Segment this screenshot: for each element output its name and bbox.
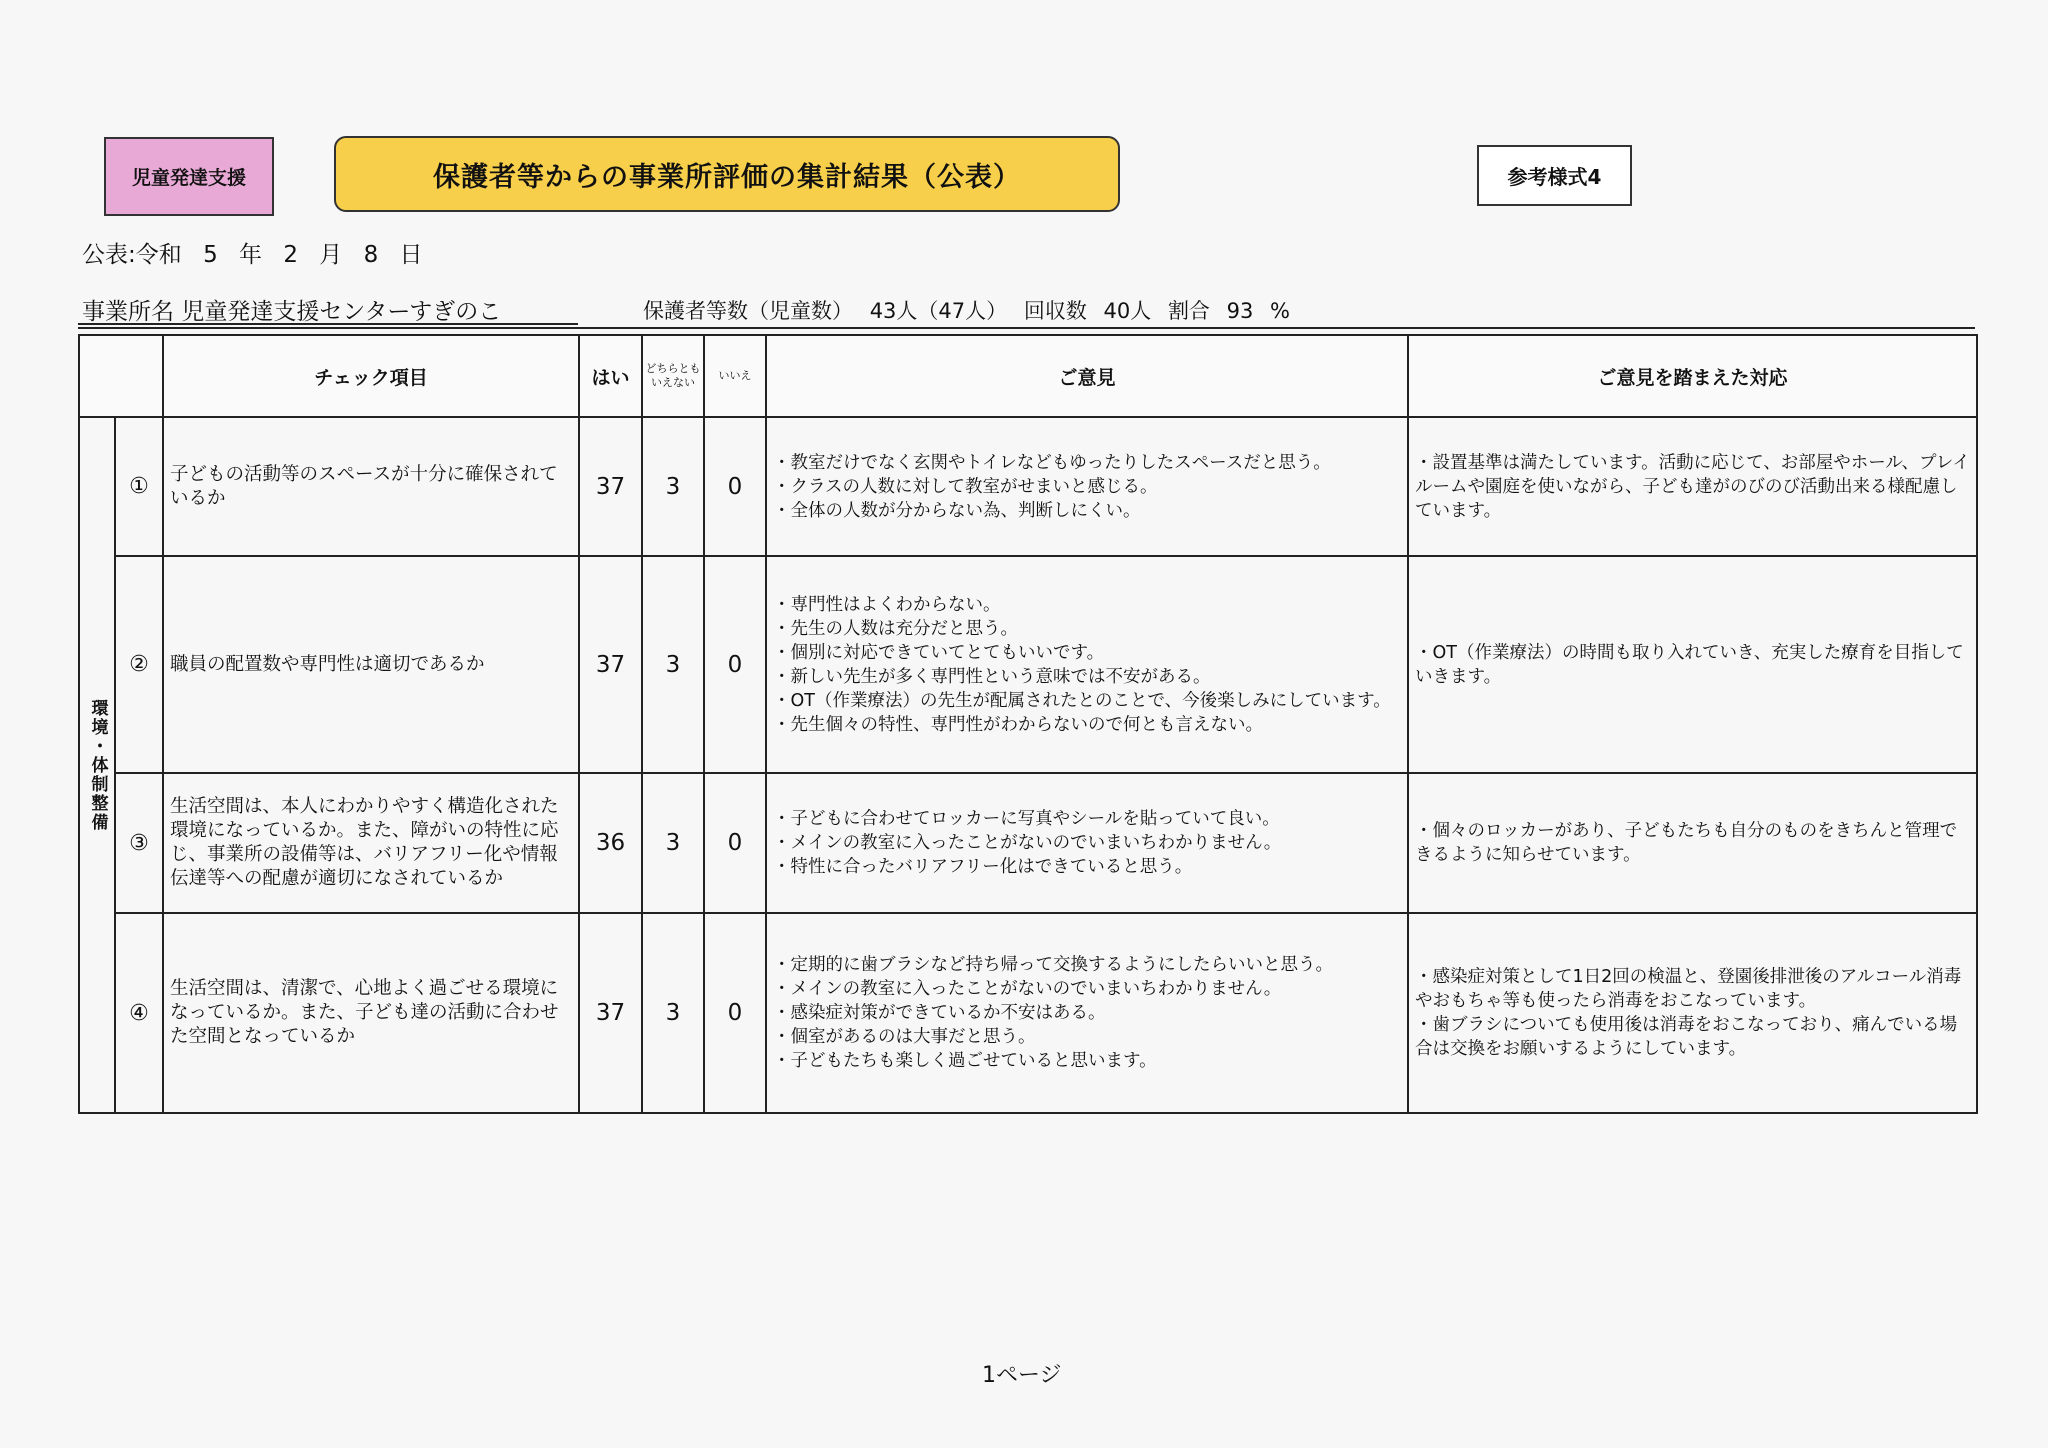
yes-count: 37 bbox=[579, 417, 642, 556]
publication-day: 8 bbox=[363, 242, 379, 268]
publication-date bbox=[82, 236, 423, 269]
survey-stats bbox=[643, 295, 1300, 325]
ratio-unit: % bbox=[1270, 299, 1291, 323]
category-label: 環境・体制整備 bbox=[87, 698, 108, 832]
neutral-count: 3 bbox=[642, 773, 704, 913]
evaluation-table bbox=[78, 334, 1978, 1114]
page-number: 1ページ bbox=[982, 1363, 1062, 1388]
check-item: 生活空間は、清潔で、心地よく過ごせる環境になっているか。また、子ども達の活動に合わせた空間となっているか bbox=[163, 913, 579, 1113]
publication-label: 公表:令和 bbox=[82, 242, 182, 268]
response-text: ・感染症対策として1日2回の検温と、登園後排泄後のアルコール消毒やおもちゃ等も使ったら消毒をおこなっています。 ・歯ブラシについても使用後は消毒をおこなっており、痛んでいる場合は交換をお願いするようにしています。 bbox=[1415, 967, 1962, 1059]
response-text: ・OT（作業療法）の時間も取り入れていき、充実した療育を目指していきます。 bbox=[1415, 642, 1964, 687]
header-neutral: どちらともいえない bbox=[642, 335, 704, 417]
category-badge: 児童発達支援 bbox=[104, 137, 274, 216]
opinions-cell bbox=[766, 913, 1408, 1113]
table-row bbox=[79, 556, 1977, 773]
header-no: いいえ bbox=[704, 335, 766, 417]
opinions-text: ・教室だけでなく玄関やトイレなどもゆったりしたスペースだと思う。 ・クラスの人数に対して教室がせまいと感じる。 ・全体の人数が分からない為、判断しにくい。 bbox=[773, 452, 1331, 521]
row-number: ① bbox=[115, 417, 163, 556]
header-yes: はい bbox=[579, 335, 642, 417]
response-cell bbox=[1408, 417, 1977, 556]
response-cell bbox=[1408, 556, 1977, 773]
ratio-value: 93 bbox=[1226, 299, 1254, 323]
check-item: 子どもの活動等のスペースが十分に確保されているか bbox=[163, 417, 579, 556]
office-name bbox=[82, 293, 501, 326]
response-cell bbox=[1408, 913, 1977, 1113]
ratio-label: 割合 bbox=[1167, 299, 1210, 323]
opinions-text: ・定期的に歯ブラシなど持ち帰って交換するようにしたらいいと思う。 ・メインの教室に入ったことがないのでいまいちわかりません。 ・感染症対策ができているか不安はある。 ・個室があるのは大事だと思う。 ・子どもたちも楽しく過ごせていると思います。 bbox=[773, 955, 1333, 1071]
check-item: 生活空間は、本人にわかりやすく構造化された環境になっているか。また、障がいの特性に応じ、事業所の設備等は、バリアフリー化や情報伝達等への配慮が適切になされているか bbox=[163, 773, 579, 913]
guardians-label: 保護者等数（児童数） bbox=[643, 299, 853, 323]
neutral-count: 3 bbox=[642, 556, 704, 773]
opinions-text: ・子どもに合わせてロッカーに写真やシールを貼っていて良い。 ・メインの教室に入ったことがないのでいまいちわかりません。 ・特性に合ったバリアフリー化はできていると思う。 bbox=[773, 809, 1282, 877]
table-row bbox=[79, 417, 1977, 556]
office-label: 事業所名 bbox=[82, 299, 174, 325]
table-header-row bbox=[79, 335, 1977, 417]
response-text: ・個々のロッカーがあり、子どもたちも自分のものをきちんと管理できるように知らせています。 bbox=[1415, 821, 1958, 865]
response-text: ・設置基準は満たしています。活動に応じて、お部屋やホール、プレイルームや園庭を使いながら、子ども達がのびのび活動出来る様配慮しています。 bbox=[1415, 452, 1970, 521]
publication-year-unit: 年 bbox=[239, 242, 263, 268]
responses-label: 回収数 bbox=[1023, 299, 1087, 323]
reference-form-label: 参考様式4 bbox=[1477, 145, 1632, 206]
publication-day-unit: 日 bbox=[399, 242, 423, 268]
office-name-value: 児童発達支援センターすぎのこ bbox=[181, 299, 502, 325]
opinions-cell bbox=[766, 417, 1408, 556]
header-opinions: ご意見 bbox=[766, 335, 1408, 417]
header-check-item: チェック項目 bbox=[163, 335, 579, 417]
guardians-count: 43人（47人） bbox=[869, 299, 1008, 323]
page-title: 保護者等からの事業所評価の集計結果（公表） bbox=[334, 136, 1120, 212]
yes-count: 36 bbox=[579, 773, 642, 913]
neutral-count: 3 bbox=[642, 913, 704, 1113]
no-count: 0 bbox=[704, 773, 766, 913]
header-responses: ご意見を踏まえた対応 bbox=[1408, 335, 1977, 417]
opinions-text: ・専門性はよくわからない。 ・先生の人数は充分だと思う。 ・個別に対応できていてとてもいいです。 ・新しい先生が多く専門性という意味では不安がある。 ・OT（作業療法）の先生が配属されたとのことで、今後楽しみにしています。 ・先生個々の特性、専門性がわからないので何とも言えない。 bbox=[773, 594, 1391, 735]
header-blank bbox=[79, 335, 163, 417]
office-info bbox=[78, 293, 1975, 329]
yes-count: 37 bbox=[579, 556, 642, 773]
row-number: ② bbox=[115, 556, 163, 773]
no-count: 0 bbox=[704, 913, 766, 1113]
opinions-cell bbox=[766, 773, 1408, 913]
row-number: ③ bbox=[115, 773, 163, 913]
row-number: ④ bbox=[115, 913, 163, 1113]
category-cell bbox=[79, 417, 115, 1113]
publication-year: 5 bbox=[203, 242, 218, 268]
yes-count: 37 bbox=[579, 913, 642, 1113]
table-row bbox=[79, 913, 1977, 1113]
office-name-underline bbox=[78, 323, 578, 325]
opinions-cell bbox=[766, 556, 1408, 773]
no-count: 0 bbox=[704, 556, 766, 773]
no-count: 0 bbox=[704, 417, 766, 556]
response-cell bbox=[1408, 773, 1977, 913]
table-row bbox=[79, 773, 1977, 913]
responses-count: 40人 bbox=[1103, 299, 1152, 323]
publication-month-unit: 月 bbox=[319, 242, 343, 268]
check-item: 職員の配置数や専門性は適切であるか bbox=[163, 556, 579, 773]
neutral-count: 3 bbox=[642, 417, 704, 556]
publication-month: 2 bbox=[283, 242, 298, 268]
